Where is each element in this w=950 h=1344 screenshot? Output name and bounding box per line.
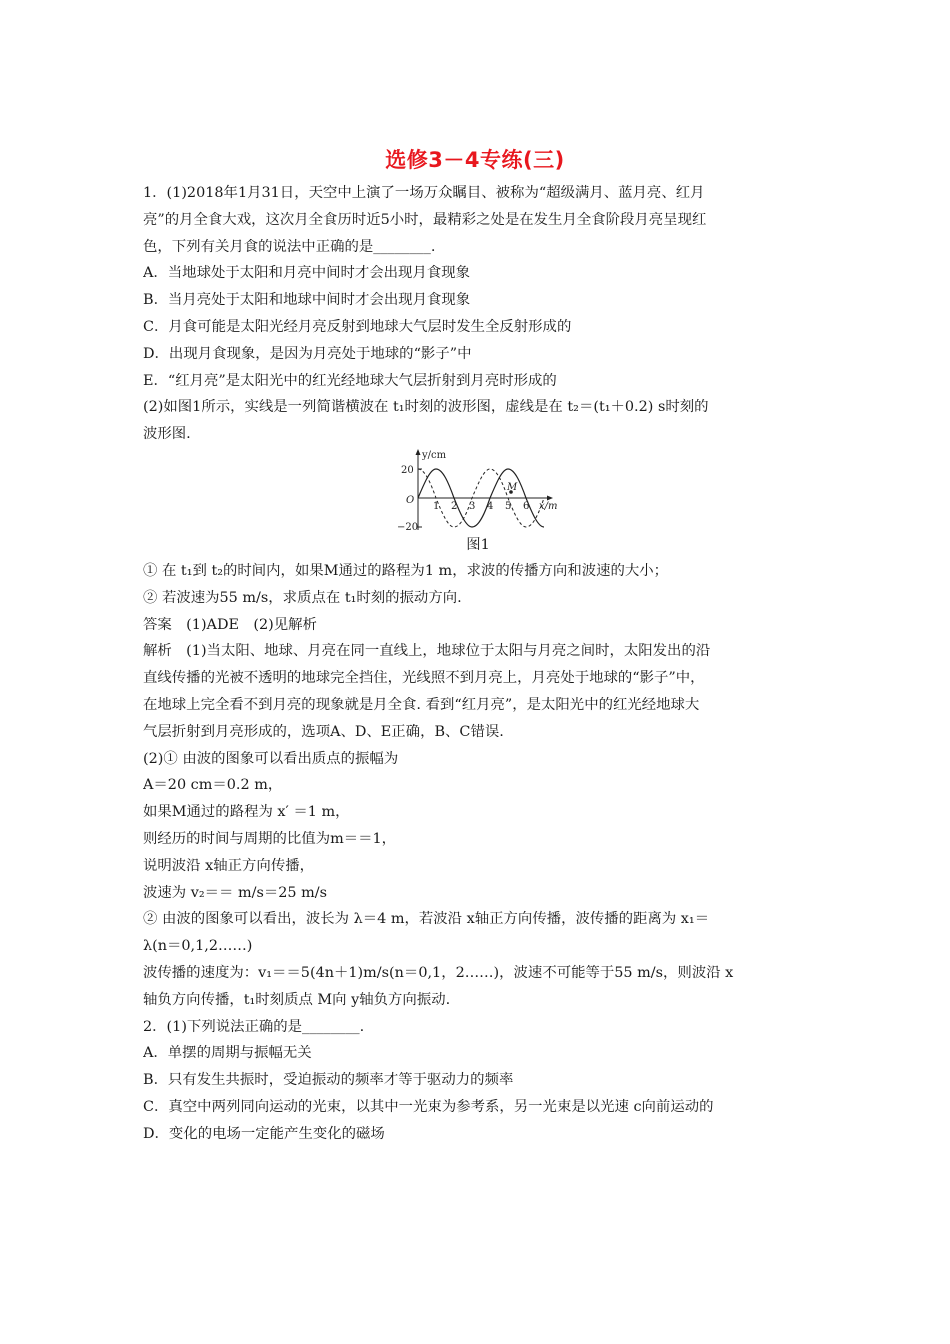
text-line: (2)如图1所示，实线是一列简谐横波在 t₁时刻的波形图，虚线是在 t₂＝(t₁＋0.2) s时刻的 [143,399,709,416]
answer-line: 答案 (1)ADE (2)见解析 [143,616,317,633]
text-line: 轴负方向传播，t₁时刻质点 M向 y轴负方向振动. [143,991,451,1008]
y-tick-label-neg20: −20 [397,521,419,532]
y-axis-label: y/cm [422,449,447,461]
point-m-label: M [507,481,518,493]
x-tick-label: 2 [451,500,458,512]
text-line: 波形图. [143,426,191,443]
text-line: 则经历的时间与周期的比值为m＝＝1， [143,830,397,847]
option-b: B．只有发生共振时，受迫振动的频率才等于驱动力的频率 [143,1072,514,1089]
question-1-text [143,180,813,448]
x-tick-label: 4 [487,500,494,512]
x-axis-label: x/m [539,500,558,512]
text-line: 1．(1)2018年1月31日，天空中上演了一场万众瞩目、被称为“超级满月、蓝月亮、红月 [143,185,705,201]
text-line: ① 在 t₁到 t₂的时间内，如果M通过的路程为1 m，求波的传播方向和波速的大小； [143,562,669,579]
text-line: ② 若波速为55 m/s，求质点在 t₁时刻的振动方向. [143,589,462,606]
page-title: 选修3－4专练(三) [385,148,565,172]
text-line: 直线传播的光被不透明的地球完全挡住，光线照不到月亮上，月亮处于地球的“影子”中， [143,670,705,687]
text-line: 色，下列有关月食的说法中正确的是________. [143,238,436,255]
question-2-line: 2．(1)下列说法正确的是________. [143,1018,365,1035]
text-line: 波传播的速度为：v₁＝＝5(4n＋1)m/s(n＝0,1，2……)，波速不可能等于55 m/s，则波沿 x [143,964,734,981]
option-a: A．单摆的周期与振幅无关 [143,1045,312,1062]
x-tick-label: 3 [469,500,476,512]
text-line: 气层折射到月亮形成的，选项A、D、E正确，B、C错误. [143,723,504,740]
text-line: (2)① 由波的图象可以看出质点的振幅为 [143,750,399,767]
option-a: A．当地球处于太阳和月亮中间时才会出现月食现象 [143,265,470,282]
text-line: 如果M通过的路程为 x′ ＝1 m， [143,804,350,821]
wave-diagram [387,448,567,532]
option-d: D．变化的电场一定能产生变化的磁场 [143,1125,385,1142]
text-line: 在地球上完全看不到月亮的现象就是月全食. 看到“红月亮”，是太阳光中的红光经地球大 [143,696,700,713]
option-e: E．“红月亮”是太阳光中的红光经地球大气层折射到月亮时形成的 [143,372,557,389]
option-c: C．月食可能是太阳光经月亮反射到地球大气层时发生全反射形成的 [143,318,572,335]
text-line: λ(n＝0,1,2……) [143,938,253,955]
y-tick-label-20: 20 [401,464,414,476]
x-tick-label: 1 [433,500,440,512]
x-tick-label: 6 [523,500,530,512]
option-b: B．当月亮处于太阳和地球中间时才会出现月食现象 [143,292,471,309]
text-line: ② 由波的图象可以看出，波长为 λ＝4 m，若波沿 x轴正方向传播，波传播的距离为 x₁＝ [143,911,710,928]
text-line: A＝20 cm＝0.2 m， [143,777,283,794]
question-1-continued [143,558,813,1148]
option-c: C．真空中两列同向运动的光束，以其中一光束为参考系，另一光束是以光速 c向前运动的 [143,1098,714,1115]
text-line: 波速为 v₂＝＝ m/s＝25 m/s [143,884,328,901]
analysis-line: 解析 (1)当太阳、地球、月亮在同一直线上，地球位于太阳与月亮之间时，太阳发出的沿 [143,643,711,660]
text-line: 亮”的月全食大戏，这次月全食历时近5小时，最精彩之处是在发生月全食阶段月亮呈现红 [143,211,707,228]
document-body [143,180,813,1148]
y-axis-arrow [416,449,421,455]
origin-label: O [406,494,415,506]
wave-figure [143,448,813,532]
x-tick-label: 5 [505,500,512,512]
text-line: 说明波沿 x轴正方向传播， [143,857,314,874]
x-axis-arrow [547,495,553,500]
figure-caption: 图1 [466,536,490,553]
option-d: D．出现月食现象，是因为月亮处于地球的“影子”中 [143,345,472,362]
